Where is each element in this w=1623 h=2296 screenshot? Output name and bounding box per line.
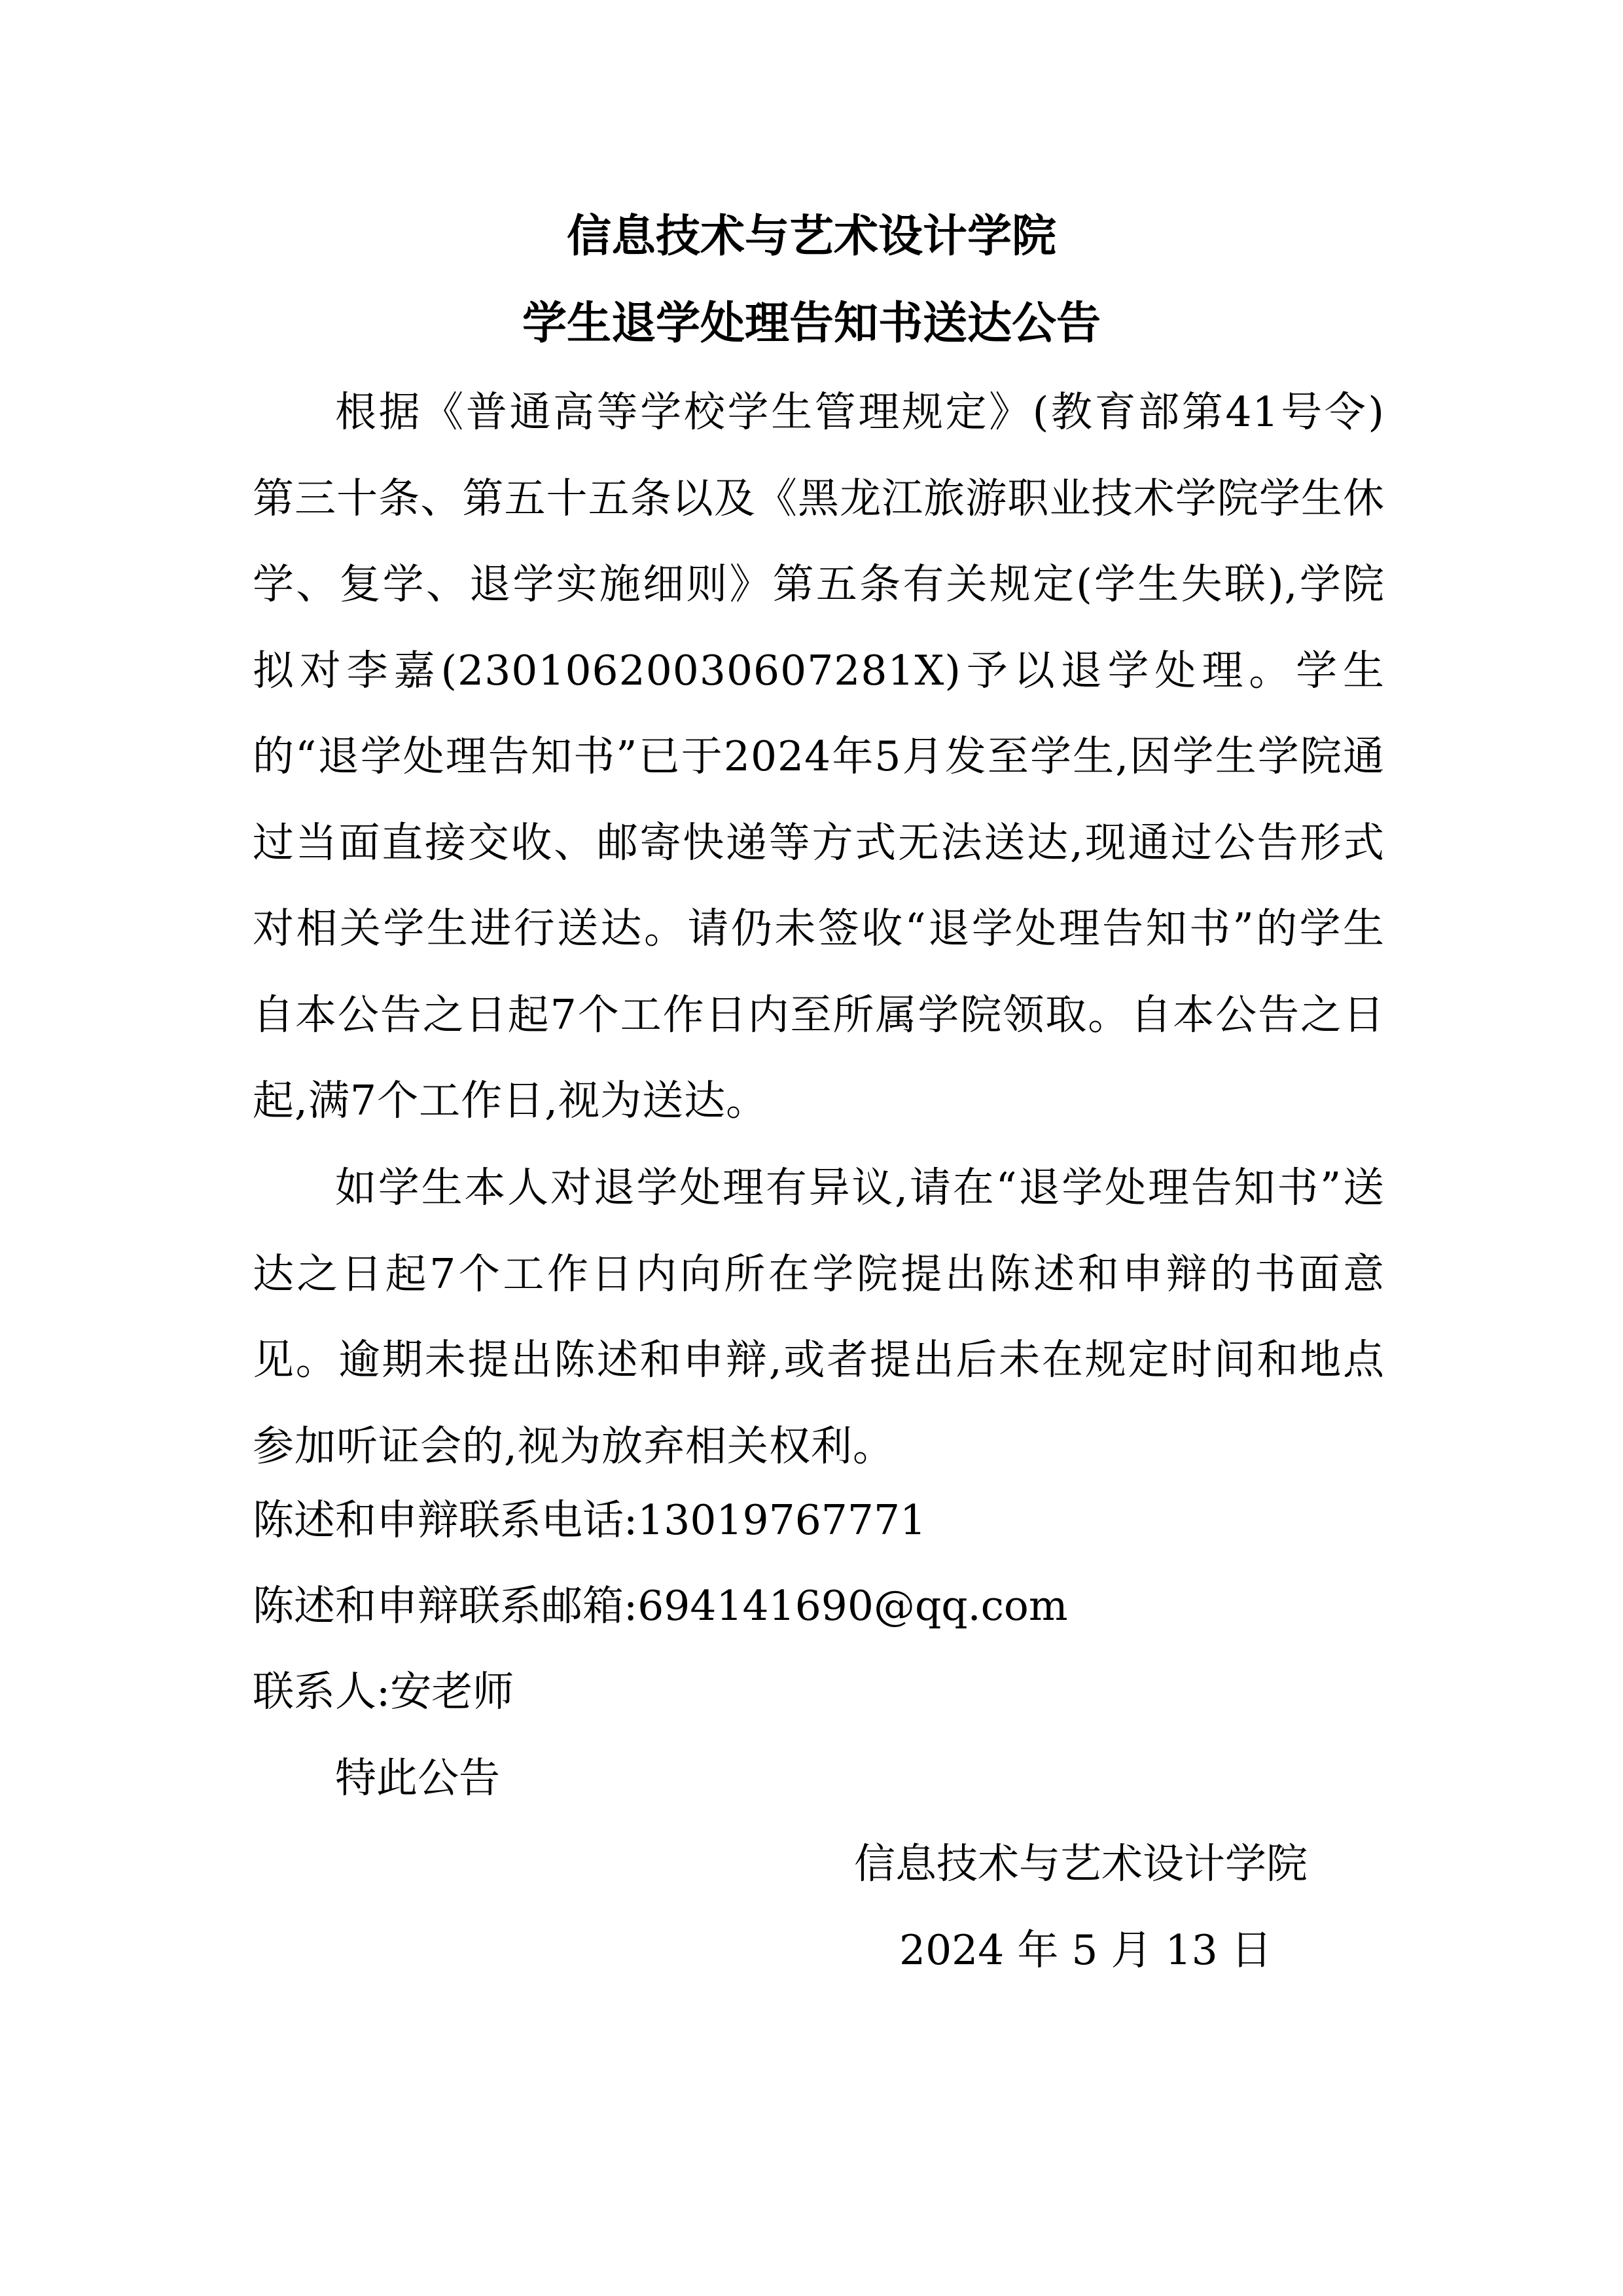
contact-phone: 陈述和申辩联系电话:13019767771 [253,1496,927,1544]
contact-person: 联系人:安老师 [253,1668,514,1715]
notice-paragraph-1: 根据《普通高等学校学生管理规定》(教育部第41号令)第三十条、第五十五条以及《黑龙江旅游职业技术学院学生休学、复学、退学实施细则》第五条有关规定(学生失联),学院拟对李嘉(23010620030607281X)予以退学处理。学生的“退学处理告知书”已于2024年5月发至学生,因学生学院通过当面直接交收、邮寄快递等方式无法送达,现通过公告形式对相关学生进行送达。请仍未签收“退学处理告知书”的学生自本公告之日起7个工作日内至所属学院领取。自本公告之日起,满7个工作日,视为送达。 [253,388,1385,1124]
signature-date: 2024 年 5 月 13 日 [899,1926,1272,1974]
document-title-line-1: 信息技术与艺术设计学院 [566,211,1056,262]
document-title-line-2: 学生退学处理告知书送达公告 [522,298,1101,350]
notice-paragraph-2: 如学生本人对退学处理有异议,请在“退学处理告知书”送达之日起7个工作日内向所在学院提出陈述和申辩的书面意见。逾期未提出陈述和申辩,或者提出后未在规定时间和地点参加听证会的,视为放弃相关权利。 [253,1164,1385,1470]
signature-organization: 信息技术与艺术设计学院 [854,1840,1308,1888]
closing-statement: 特此公告 [335,1754,500,1802]
contact-email: 陈述和申辩联系邮箱:694141690@qq.com [253,1582,1068,1630]
